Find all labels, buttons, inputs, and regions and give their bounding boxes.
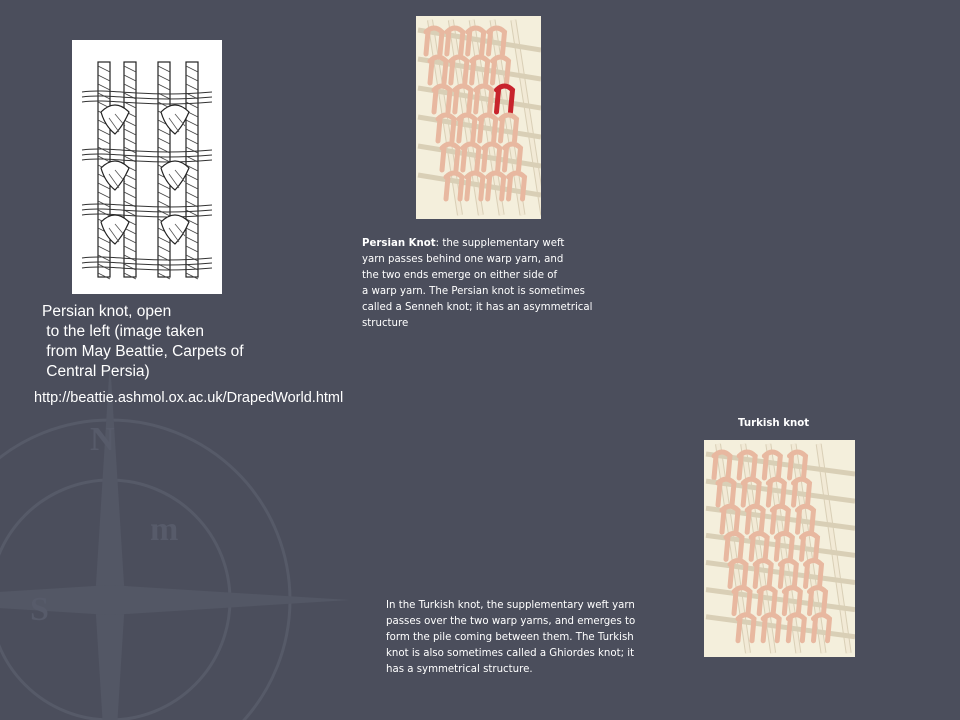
- left-caption-line: to the left (image taken: [42, 323, 204, 340]
- persian-desc-line: called a Senneh knot; it has an asymmetrical: [362, 302, 593, 313]
- left-caption: [42, 302, 302, 382]
- persian-desc-line: yarn passes behind one warp yarn, and: [362, 254, 564, 265]
- turkish-desc-line: form the pile coming between them. The Turkish: [386, 632, 634, 643]
- turkish-desc-line: knot is also sometimes called a Ghiordes knot; it: [386, 648, 635, 659]
- turkish-desc-line: passes over the two warp yarns, and emerges to: [386, 616, 636, 627]
- turkish-desc-line: has a symmetrical structure.: [386, 664, 533, 675]
- turkish-knot-diagram: [704, 440, 855, 657]
- left-caption-line: Central Persia): [42, 363, 150, 380]
- persian-desc-line: a warp yarn. The Persian knot is sometimes: [362, 286, 585, 297]
- persian-desc-line: structure: [362, 318, 409, 329]
- persian-knot-description: [362, 236, 592, 332]
- persian-knot-drawing: [72, 40, 222, 294]
- persian-knot-diagram: [416, 16, 541, 219]
- turkish-desc-line: In the Turkish knot, the supplementary weft yarn: [386, 600, 635, 611]
- persian-knot-label: Persian Knot: [362, 238, 436, 249]
- svg-text:m: m: [150, 511, 179, 548]
- left-caption-line: Persian knot, open: [42, 303, 172, 320]
- svg-text:N: N: [90, 421, 115, 458]
- source-url-link[interactable]: http://beattie.ashmol.ox.ac.uk/DrapedWorld.html: [34, 390, 344, 406]
- persian-desc-line: the two ends emerge on either side of: [362, 270, 558, 281]
- svg-text:S: S: [30, 591, 49, 628]
- persian-desc-line: : the supplementary weft: [435, 238, 565, 249]
- turkish-knot-title: Turkish knot: [738, 418, 810, 429]
- left-caption-line: from May Beattie, Carpets of: [42, 343, 244, 360]
- turkish-knot-description: [386, 598, 635, 678]
